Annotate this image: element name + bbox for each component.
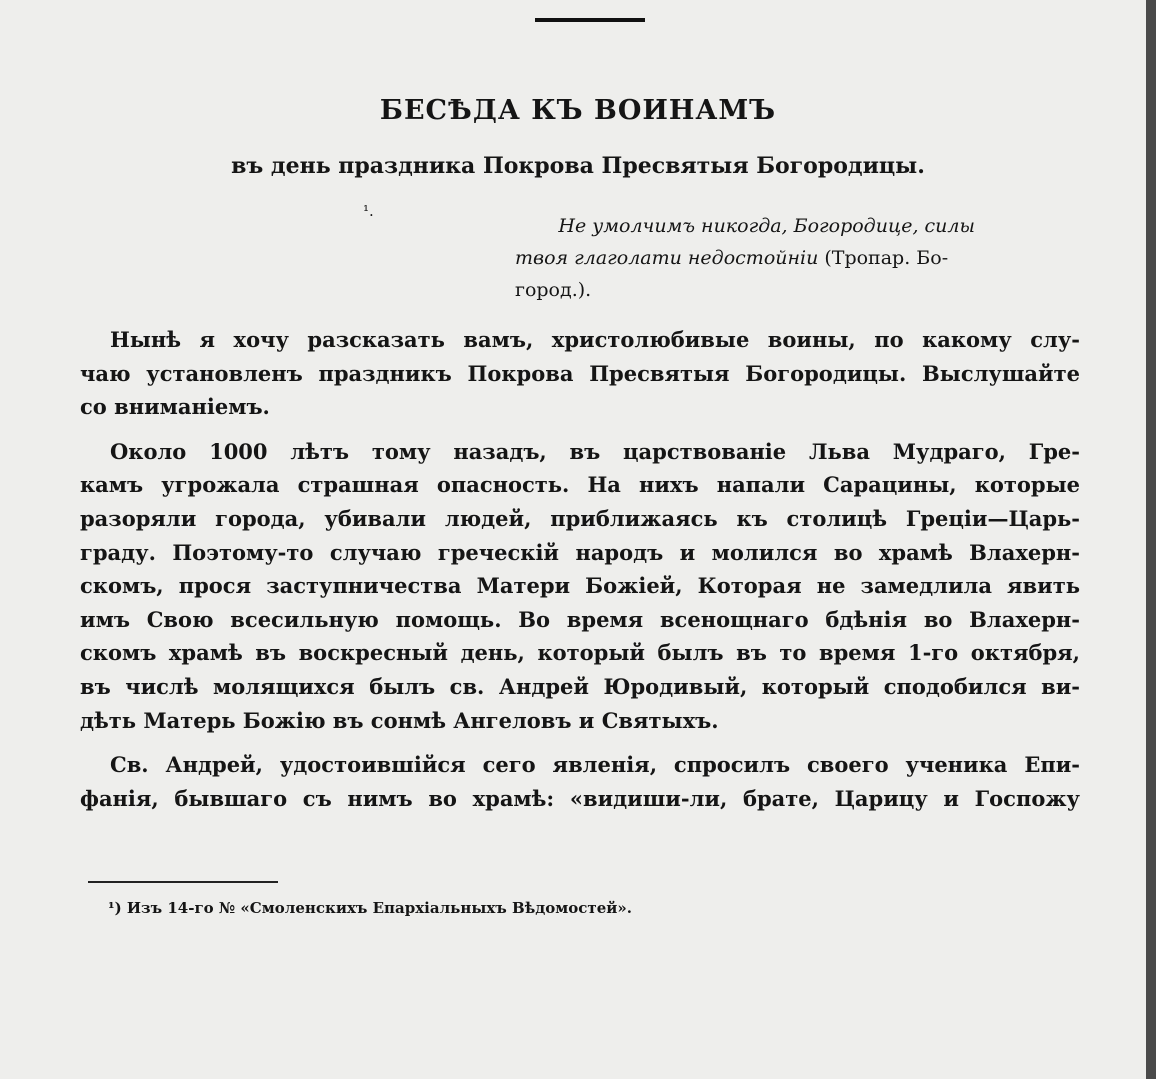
paragraph-line: чаю установленъ праздникъ Покрова Пресвятыя Богородицы. Выслушайте: [80, 360, 1080, 386]
footnote-rule: [88, 881, 278, 883]
epigraph-source-line-3: город.).: [515, 279, 592, 301]
paragraph-line: со вниманіемъ.: [80, 394, 270, 420]
body-text: [80, 323, 1080, 826]
paragraph-line: камъ угрожала страшная опасность. На нихъ напали Сарацины, которые: [80, 472, 1080, 498]
epigraph-quote-line-2: твоя глаголати недостойніи: [515, 247, 819, 269]
paragraph-1: [80, 323, 1080, 424]
epigraph-quote-line-1: Не умолчимъ никогда, Богородице, силы: [558, 215, 975, 237]
page-subtitle: въ день праздника Покрова Пресвятыя Богородицы.: [231, 153, 925, 179]
paragraph-2: [80, 435, 1080, 737]
footnote: ¹) Изъ 14-го № «Смоленскихъ Епархіальныхъ Вѣдомостей».: [108, 899, 632, 917]
paragraph-line: граду. Поэтому-то случаю греческій народъ и молился во храмѣ Влахерн-: [80, 539, 1080, 565]
top-decorative-rule: [535, 18, 645, 22]
paragraph-line: дѣть Матерь Божію въ сонмѣ Ангеловъ и Святыхъ.: [80, 707, 719, 733]
paragraph-line: имъ Свою всесильную помощь. Во время всенощнаго бдѣнія во Влахерн-: [80, 606, 1080, 632]
page-edge-shadow: [1146, 0, 1156, 1079]
paragraph-line: Нынѣ я хочу разсказать вамъ, христолюбивые воины, по какому слу-: [110, 327, 1080, 352]
paragraph-line: фанія, бывшаго съ нимъ во храмѣ: «видиши-ли, брате, Царицу и Госпожу: [80, 785, 1080, 811]
paragraph-line: Около 1000 лѣтъ тому назадъ, въ царствованіе Льва Мудраго, Гре-: [110, 438, 1080, 464]
paragraph-line: Св. Андрей, удостоившійся сего явленія, спросилъ своего ученика Епи-: [110, 752, 1080, 778]
paragraph-line: скомъ, прося заступничества Матери Божіей, Которая не замедлила явить: [80, 573, 1080, 599]
paragraph-line: въ числѣ молящихся былъ св. Андрей Юродивый, который сподобился ви-: [80, 673, 1080, 699]
epigraph-source-line-2: (Тропар. Бо-: [818, 247, 949, 269]
epigraph: [515, 210, 975, 306]
page-title: БЕСѢДА КЪ ВОИНАМЪ: [379, 95, 777, 126]
paragraph-line: скомъ храмѣ въ воскресный день, который былъ въ то время 1-го октября,: [80, 640, 1080, 666]
paragraph-line: разоряли города, убивали людей, приближаясь къ столицѣ Греціи—Царь-: [80, 505, 1080, 531]
paragraph-3: [80, 748, 1080, 815]
epigraph-line-2: [515, 247, 948, 269]
title-footnote-marker: ¹.: [363, 202, 374, 220]
